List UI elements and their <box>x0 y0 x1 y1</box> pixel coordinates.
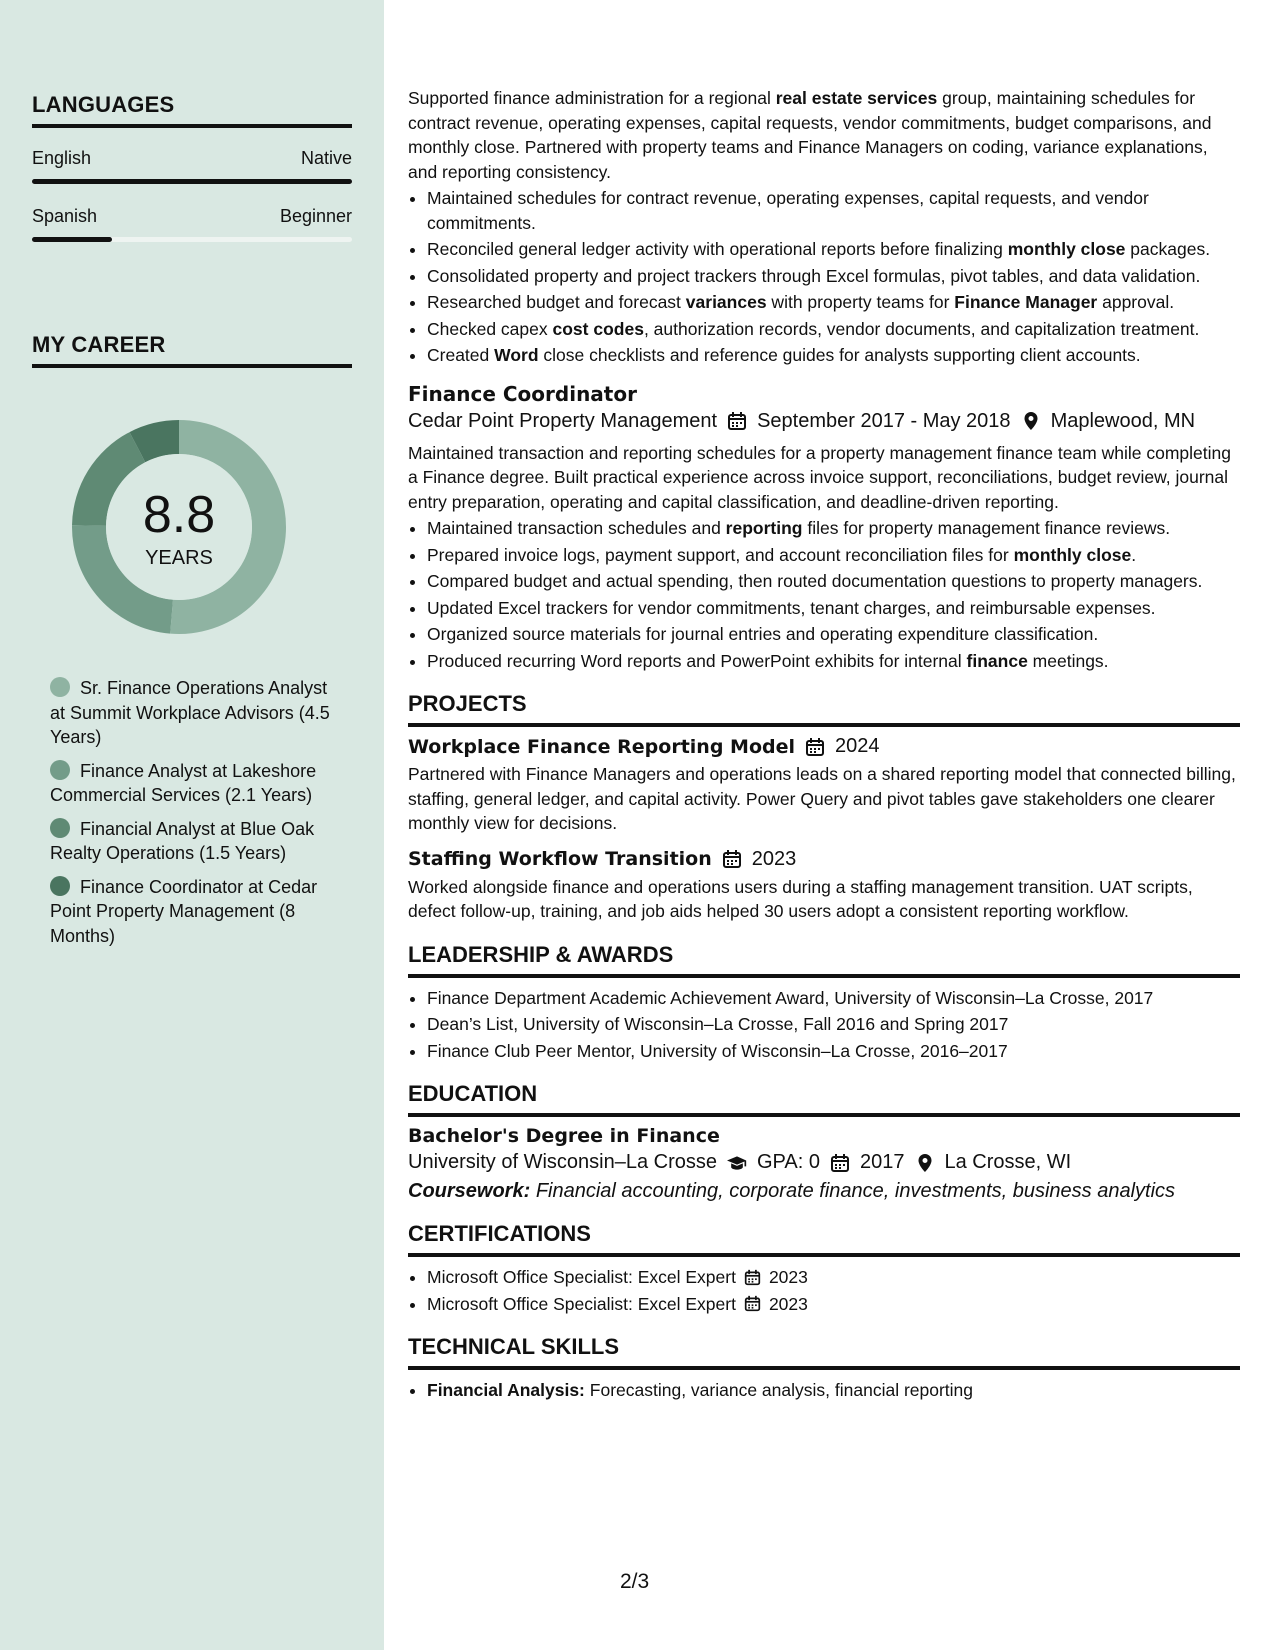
text-run: packages. <box>1125 239 1211 259</box>
certification-year: 2023 <box>768 1267 808 1287</box>
career-legend <box>50 676 340 957</box>
gpa: GPA: 0 <box>757 1151 820 1173</box>
leadership-item: • Finance Club Peer Mentor, University of Wisconsin–La Crosse, 2016–2017 <box>427 1039 1240 1064</box>
emphasis-text: monthly close <box>1007 239 1126 259</box>
certifications-heading: CERTIFICATIONS <box>408 1221 1240 1257</box>
bullet-item <box>427 186 1240 235</box>
bullet-item <box>427 543 1240 568</box>
calendar-icon <box>722 849 742 869</box>
project-description: Partnered with Finance Managers and operations leads on a shared reporting model that connected billing, staffing, general ledger, and capital activity. Power Query and pivot tables gave stakeholders one clearer monthly view for decisions. <box>408 764 1236 833</box>
page-number: 2/3 <box>620 1570 650 1593</box>
emphasis-text: real estate services <box>775 88 938 108</box>
location-pin-icon <box>1021 411 1041 431</box>
leadership-item: • Dean’s List, University of Wisconsin–La Crosse, Fall 2016 and Spring 2017 <box>427 1012 1240 1037</box>
bullet-item <box>427 290 1240 315</box>
language-name: Spanish <box>32 206 98 226</box>
job-summary: Maintained transaction and reporting schedules for a property management finance team while completing a Finance degree. Built practical experience across invoice support, reconciliations, budget review, journal entry preparation, operating and capital classification, and deadline-driven reporting. <box>408 442 1231 512</box>
language-proficiency-bar <box>32 179 352 184</box>
text-run: files for property management finance reviews. <box>802 518 1171 538</box>
coursework-label: Coursework: <box>408 1180 531 1202</box>
skills-list <box>408 1378 1240 1403</box>
calendar-icon <box>830 1153 850 1173</box>
career-legend-item <box>50 759 340 808</box>
bullet-item <box>427 516 1240 541</box>
text-run: Maintained transaction schedules and <box>427 518 726 538</box>
career-heading: MY CAREER <box>32 332 352 368</box>
text-run: Updated Excel trackers for vendor commitments, tenant charges, and reimbursable expenses. <box>427 597 1156 618</box>
text-run: Prepared invoice logs, payment support, and account reconciliation files for <box>427 544 1014 565</box>
career-label: Finance Coordinator at Cedar Point Property Management (8 Months) <box>50 876 318 946</box>
school-name: University of Wisconsin–La Crosse <box>408 1151 717 1173</box>
text-run: Researched budget and forecast <box>427 292 686 312</box>
bullet-item <box>427 264 1240 289</box>
text-run: meetings. <box>1027 650 1109 671</box>
bullet-item <box>427 596 1240 621</box>
calendar-icon <box>744 1269 761 1286</box>
bullet-item <box>427 237 1240 262</box>
language-name: English <box>32 148 92 168</box>
job-title: Finance Coordinator <box>408 381 637 406</box>
career-unit: YEARS <box>145 547 213 569</box>
career-label: Finance Analyst at Lakeshore Commercial Services (2.1 Years) <box>50 760 317 805</box>
emphasis-text: Word <box>494 345 539 365</box>
career-legend-item <box>50 676 340 750</box>
language-item <box>32 206 352 242</box>
education-meta <box>408 1151 1240 1174</box>
language-item <box>32 148 352 184</box>
job-meta <box>408 410 1240 433</box>
skill-item <box>427 1378 1240 1403</box>
text-run: approval. <box>1097 292 1175 312</box>
language-proficiency-fill <box>32 179 352 184</box>
certification-name: • Microsoft Office Specialist: Excel Expert <box>427 1267 736 1287</box>
text-run: Consolidated property and project trackers through Excel formulas, pivot tables, and data validation. <box>427 265 1201 286</box>
graduation-year: 2017 <box>860 1151 905 1173</box>
emphasis-text: Finance Manager <box>954 292 1098 312</box>
project-title: Staffing Workflow Transition <box>408 848 712 870</box>
coursework <box>408 1180 1240 1203</box>
projects-heading: PROJECTS <box>408 691 1240 727</box>
legend-dot <box>50 876 70 896</box>
certification-item <box>427 1265 1240 1290</box>
emphasis-text: finance <box>966 650 1028 671</box>
language-level: Native <box>300 148 352 168</box>
text-run: , authorization records, vendor documents, and capitalization treatment. <box>643 318 1200 339</box>
career-legend-item <box>50 817 340 866</box>
graduation-cap-icon <box>727 1153 747 1173</box>
location-pin-icon <box>915 1153 935 1173</box>
calendar-icon <box>805 737 825 757</box>
bullet-item <box>427 343 1240 368</box>
text-run: . <box>1131 544 1137 565</box>
company-name: Cedar Point Property Management <box>408 409 718 432</box>
emphasis-text: variances <box>685 292 767 312</box>
career-label: Sr. Finance Operations Analyst at Summit Workplace Advisors (4.5 Years) <box>50 678 330 747</box>
languages-heading: LANGUAGES <box>32 92 352 128</box>
text-run: Checked capex <box>427 318 553 339</box>
language-proficiency-fill <box>32 237 112 242</box>
job-bullets <box>408 186 1240 368</box>
text-run: Supported finance administration for a regional <box>408 88 776 108</box>
bullet-item <box>427 317 1240 342</box>
leadership-heading: LEADERSHIP & AWARDS <box>408 942 1240 978</box>
career-label: Financial Analyst at Blue Oak Realty Operations (1.5 Years) <box>50 818 315 863</box>
legend-dot <box>50 818 70 838</box>
career-total: 8.8 <box>142 486 216 544</box>
job-summary <box>408 86 1240 184</box>
project-item <box>408 848 1240 924</box>
text-run: with property teams for <box>766 292 955 312</box>
text-run: Created <box>427 345 495 365</box>
languages-section <box>32 92 352 242</box>
bullet-item <box>427 569 1240 594</box>
job-bullets <box>408 516 1240 673</box>
leadership-list <box>408 986 1240 1064</box>
job-dates: September 2017 - May 2018 <box>757 409 1011 432</box>
emphasis-text: reporting <box>725 518 803 538</box>
career-legend-item <box>50 875 340 949</box>
language-level: Beginner <box>279 206 352 226</box>
school-location: La Crosse, WI <box>944 1151 1072 1173</box>
certifications-list <box>408 1265 1240 1316</box>
calendar-icon <box>727 411 747 431</box>
bullet-item <box>427 622 1240 647</box>
text-run: group, maintaining schedules for contract revenue, operating expenses, capital requests, vendor commitments, budget comparisons, and monthly close. Partnered with property teams and Finance Managers on coding, variance explanations, and reporting consistency. <box>408 88 1212 182</box>
emphasis-text: cost codes <box>552 318 644 339</box>
leadership-item: • Finance Department Academic Achievement Award, University of Wisconsin–La Crosse, 2017 <box>427 986 1240 1011</box>
education-heading: EDUCATION <box>408 1081 1240 1117</box>
text-run: Reconciled general ledger activity with operational reports before finalizing <box>427 239 1008 259</box>
project-year: 2024 <box>835 735 880 757</box>
skill-value: Forecasting, variance analysis, financial reporting <box>589 1380 974 1400</box>
legend-dot <box>50 677 70 697</box>
career-donut-chart <box>66 414 292 640</box>
language-proficiency-bar <box>32 237 352 242</box>
sidebar <box>0 0 384 1650</box>
skills-heading: TECHNICAL SKILLS <box>408 1334 1240 1370</box>
certification-item <box>427 1292 1240 1317</box>
emphasis-text: monthly close <box>1013 544 1132 565</box>
project-item <box>408 735 1240 836</box>
certification-name: • Microsoft Office Specialist: Excel Expert <box>427 1293 736 1314</box>
text-run: Maintained schedules for contract revenue, operating expenses, capital requests, and vendor commitments. <box>427 188 1149 233</box>
certification-year: 2023 <box>768 1293 808 1314</box>
text-run: Compared budget and actual spending, then routed documentation questions to property managers. <box>427 571 1203 591</box>
job-location: Maplewood, MN <box>1050 409 1196 432</box>
text-run: Produced recurring Word reports and PowerPoint exhibits for internal <box>427 650 967 671</box>
bullet-item <box>427 649 1240 674</box>
text-run: Organized source materials for journal entries and operating expenditure classification. <box>427 624 1099 644</box>
degree-title: Bachelor's Degree in Finance <box>408 1125 720 1147</box>
coursework-value: Financial accounting, corporate finance, investments, business analytics <box>535 1180 1176 1202</box>
career-section <box>32 332 352 368</box>
text-run: close checklists and reference guides for analysts supporting client accounts. <box>538 345 1141 365</box>
project-description: Worked alongside finance and operations users during a staffing management transition. UAT scripts, defect follow-up, training, and job aids helped 30 users adopt a consistent reporting workflow. <box>408 876 1193 921</box>
calendar-icon <box>744 1295 761 1312</box>
main-content <box>408 86 1240 1405</box>
project-title: Workplace Finance Reporting Model <box>408 735 796 758</box>
skill-label: Financial Analysis: <box>427 1380 585 1400</box>
legend-dot <box>50 760 70 780</box>
project-year: 2023 <box>751 847 797 870</box>
